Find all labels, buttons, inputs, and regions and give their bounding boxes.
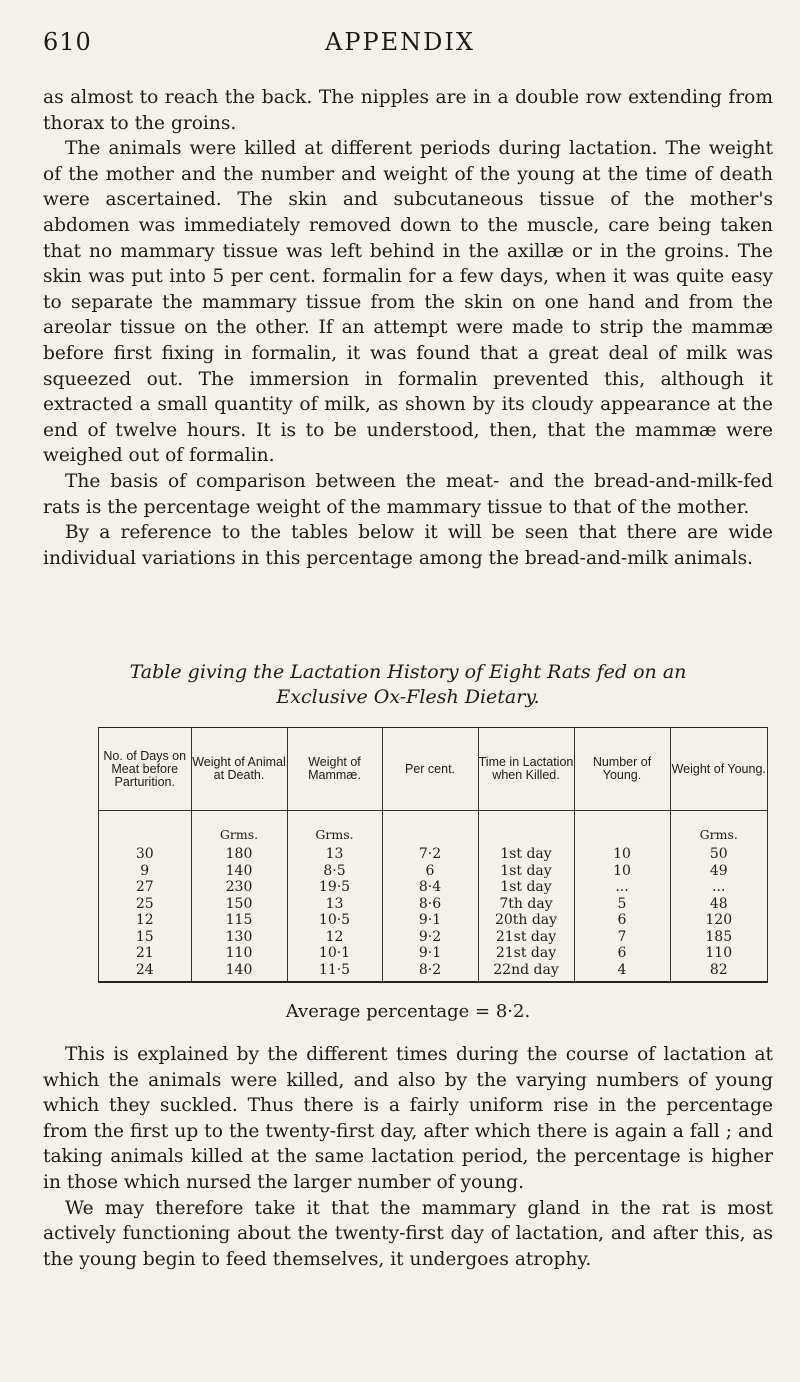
table-cell: ... [712, 879, 726, 895]
table-cell: 140 [225, 862, 253, 879]
table-cell: 13 [325, 895, 344, 912]
table-cell: 130 [225, 928, 253, 945]
table-cell: 27 [135, 879, 154, 895]
table-cell: 115 [225, 912, 253, 928]
column-weight-of-young [670, 811, 767, 982]
header-days-on-meat: No. of Days on Meat before Parturition. [99, 728, 191, 811]
table-cell: 10·5 [318, 912, 351, 928]
table-body [99, 811, 767, 982]
unit-label [479, 824, 574, 846]
table-cell: 25 [135, 895, 154, 912]
text-block-bottom [43, 1042, 773, 1272]
table-cell: 6 [617, 945, 627, 961]
running-head: APPENDIX [325, 28, 475, 56]
table-cell: 4 [617, 961, 627, 978]
table-cell: 230 [225, 879, 253, 895]
table-cell: 110 [705, 945, 733, 961]
table-cell: 82 [709, 961, 728, 978]
table-cell: 140 [225, 961, 253, 978]
table-cell: 9 [140, 862, 150, 879]
table-cell: 24 [135, 961, 154, 978]
unit-label: Grms. [219, 827, 259, 842]
column-time-in-lactation [478, 811, 574, 982]
unit-label [575, 824, 670, 846]
table-cell: 150 [225, 895, 253, 912]
table-cell: 19·5 [318, 879, 351, 895]
column-per-cent [382, 811, 478, 982]
paragraph: as almost to reach the back. The nipples are in a double row extending from thorax to the groins. [43, 87, 773, 134]
table-cell: 10 [613, 862, 631, 879]
table-cell: 8·5 [323, 862, 346, 879]
lactation-table [98, 727, 768, 983]
caption-line: Table giving the Lactation History of Eight Rats fed on an [129, 661, 687, 683]
table-cell: 22nd day [493, 961, 559, 978]
header-number-of-young: Number of Young. [574, 728, 670, 811]
unit-label [99, 824, 191, 846]
table-cell: 10 [613, 846, 631, 862]
header-weight-of-young: Weight of Young. [670, 728, 767, 811]
caption-line: Exclusive Ox-Flesh Dietary. [276, 686, 540, 708]
table-cell: 15 [135, 928, 154, 945]
data-table [99, 728, 767, 981]
table-cell: 12 [135, 912, 154, 928]
table-cell: 50 [709, 846, 728, 862]
table-cell: 8·4 [418, 879, 442, 895]
column-weight-animal [191, 811, 287, 982]
table-cell: 7th day [499, 895, 553, 912]
table-cell: 21 [135, 945, 154, 961]
table-cell: 21st day [495, 945, 557, 961]
table-cell: 1st day [500, 862, 552, 879]
average-percentage: Average percentage = 8·2. [285, 1001, 531, 1022]
paragraph: We may therefore take it that the mammary gland in the rat is most actively functioning about the twenty-first day of lactation, and after this, as the young begin to feed themselves, it undergoes atrophy. [43, 1197, 773, 1270]
table-cell: 1st day [500, 879, 552, 895]
paragraph: The animals were killed at different periods during lactation. The weight of the mother and the number and weight of the young at the time of death were ascertained. The skin and subcutaneous tissue of the mother's abdomen was immediately removed down to the muscle, care being taken that no mammary tissue was left behind in the axillæ or in the groins. The skin was put into 5 per cent. formalin for a few days, when it was quite easy to separate the mammary tissue from the skin on one hand and from the areolar tissue on the other. If an attempt were made to strip the mammæ before first fixing in formalin, it was found that a great deal of milk was squeezed out. The immersion in formalin prevented this, although it extracted a small quantity of milk, as shown by its cloudy appearance at the end of twelve hours. It is to be understood, then, that the mammæ were weighed out of formalin. [43, 138, 773, 467]
table-cell: 9·1 [418, 912, 442, 928]
paragraph: By a reference to the tables below it will be seen that there are wide individual variations in this percentage among the bread-and-milk animals. [43, 522, 773, 569]
table-cell: 20th day [494, 912, 558, 928]
table-cell: 10·1 [318, 945, 351, 961]
header-weight-mammae: Weight of Mammæ. [287, 728, 382, 811]
column-days-on-meat [99, 811, 191, 982]
table-cell: 11·5 [318, 961, 351, 978]
table-cell: 48 [709, 895, 728, 912]
page-number: 610 [43, 28, 92, 56]
column-weight-mammae [287, 811, 382, 982]
table-cell: 185 [705, 928, 733, 945]
table-header-row [99, 728, 767, 811]
table-cell: 120 [705, 912, 733, 928]
table-cell: 7·2 [418, 846, 442, 862]
table-cell: 180 [225, 846, 253, 862]
table-cell: 6 [617, 912, 627, 928]
table-cell: ... [615, 879, 629, 895]
header-time-in-lactation: Time in Lactation when Killed. [478, 728, 574, 811]
table-cell: 9·1 [418, 945, 442, 961]
table-cell: 110 [225, 945, 253, 961]
table-cell: 8·6 [418, 895, 442, 912]
header-per-cent: Per cent. [382, 728, 478, 811]
paragraph: This is explained by the different times during the course of lactation at which the animals were killed, and also by the varying numbers of young which they suckled. Thus there is a fairly uniform rise in the percentage from the first up to the twenty-first day, after which there is again a fall ; and taking animals killed at the same lactation period, the percentage is higher in those which nursed the larger number of young. [43, 1044, 773, 1193]
paragraph: The basis of comparison between the meat- and the bread-and-milk-fed rats is the percentage weight of the mammary tissue to that of the mother. [43, 470, 773, 518]
unit-label [383, 824, 478, 846]
table-cell: 13 [325, 846, 344, 862]
table-cell: 7 [617, 928, 627, 945]
table-cell: 30 [135, 846, 154, 862]
unit-label: Grms. [315, 827, 354, 842]
table-cell: 8·2 [418, 961, 442, 978]
table-cell: 5 [617, 895, 627, 912]
table-cell: 21st day [495, 928, 557, 945]
page-header [0, 28, 800, 62]
table-caption [43, 660, 773, 710]
header-weight-animal: Weight of Animal at Death. [191, 728, 287, 811]
table-cell: 12 [325, 928, 344, 945]
column-number-of-young [574, 811, 670, 982]
table-cell: 1st day [500, 846, 552, 862]
unit-label: Grms. [699, 827, 738, 842]
table-cell: 6 [425, 862, 435, 879]
text-block-top [43, 85, 773, 571]
table-cell: 9·2 [418, 928, 442, 945]
table-cell: 49 [709, 862, 728, 879]
